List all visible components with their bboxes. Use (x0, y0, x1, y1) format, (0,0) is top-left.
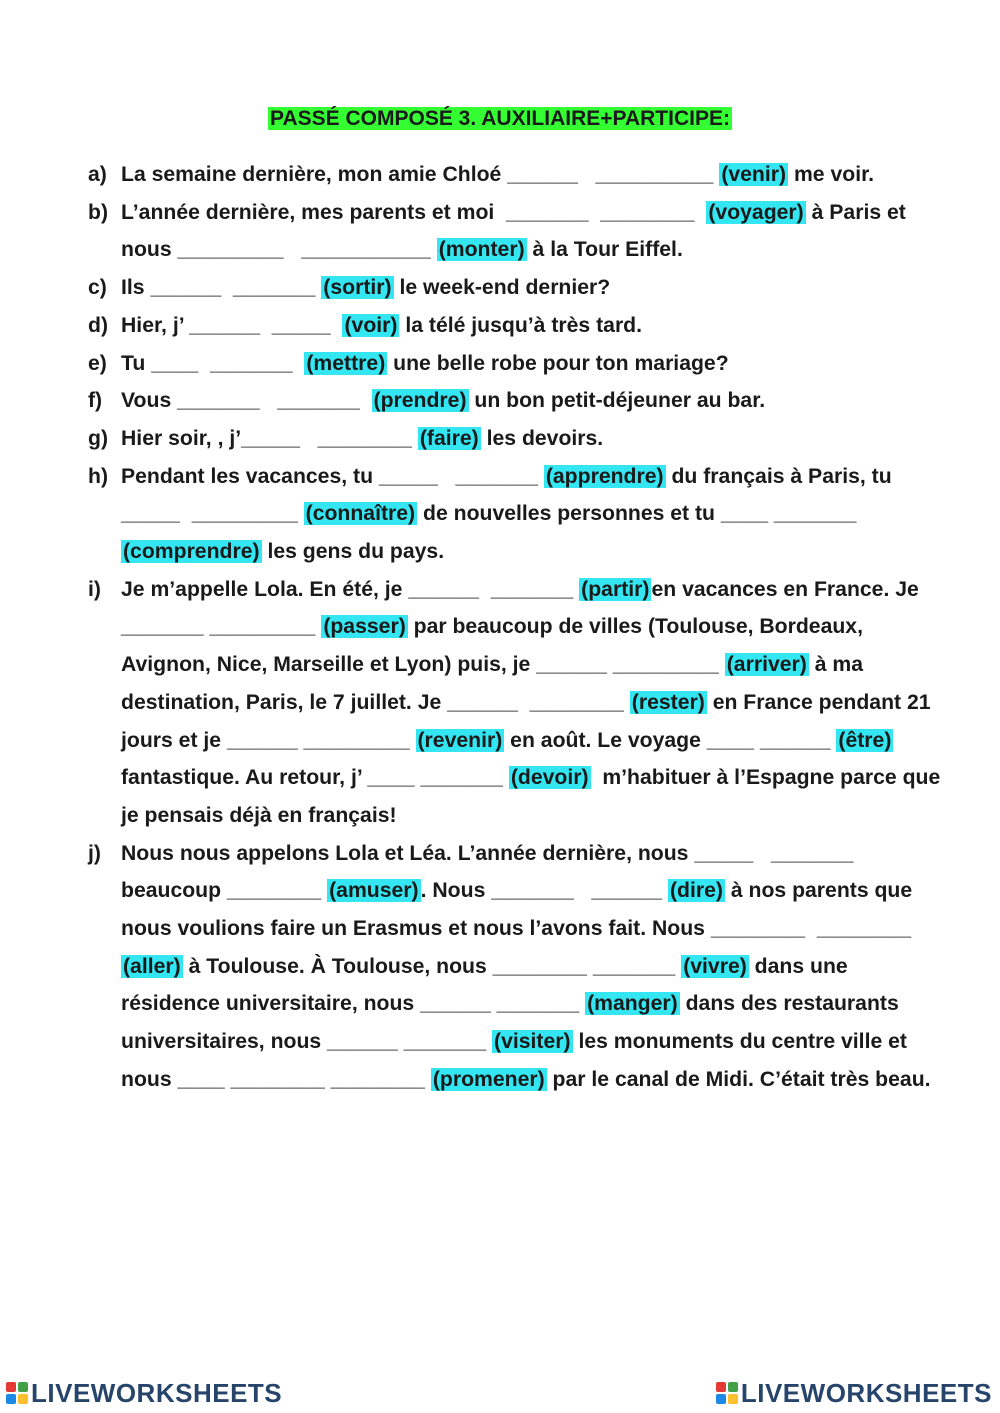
sentence-text: Nous nous appelons Lola et Léa. L’année dernière, nous _____ _______ beaucoup ________ (121, 841, 860, 903)
exercise-label: f) (88, 389, 103, 413)
sentence-text: du français à Paris, tu _____ _________ (121, 464, 898, 526)
exercise-label: a) (88, 163, 107, 186)
sentence-text: à Toulouse. À Toulouse, nous ________ _______ (182, 954, 682, 978)
sentence-text: dans une résidence universitaire, nous ______ _______ (121, 954, 854, 1016)
exercise-label: i) (88, 577, 101, 601)
exercise-text (121, 307, 948, 345)
exercise-item (88, 835, 948, 1099)
verb-hint: (revenir) (417, 728, 503, 752)
sentence-text: en août. Le voyage ____ ______ (504, 728, 837, 752)
sentence-text: Vous _______ _______ (121, 389, 372, 413)
verb-hint: (venir) (721, 163, 787, 186)
verb-hint: (faire) (419, 426, 479, 450)
verb-hint: (être) (838, 728, 892, 752)
exercise-label: c) (88, 276, 107, 300)
exercise-text (121, 194, 948, 269)
verb-hint: (voir) (344, 313, 398, 337)
verb-hint: (manger) (587, 992, 678, 1016)
verb-hint: (passer) (323, 615, 406, 639)
sentence-text: par le canal de Midi. C’était très beau. (546, 1067, 931, 1091)
verb-hint: (rester) (631, 690, 705, 714)
exercise-item (88, 156, 948, 194)
verb-hint: (prendre) (373, 389, 467, 413)
sentence-text: la télé jusqu’à très tard. (399, 313, 643, 337)
sentence-text: m’habituer à l’Espagne parce que je pensais déjà en français! (121, 766, 947, 827)
sentence-text: en France pendant 21 jours et je ______ _________ (121, 690, 937, 752)
sentence-text: me voir. (788, 163, 875, 186)
exercise-item (88, 382, 948, 420)
sentence-text: les devoirs. (480, 426, 604, 450)
sentence-text: à la Tour Eiffel. (526, 238, 683, 262)
sentence-text: Je m’appelle Lola. En été, je ______ _______ (121, 577, 580, 601)
exercise-text (121, 420, 948, 458)
exercise-label: e) (88, 351, 107, 375)
verb-hint: (sortir) (323, 276, 392, 300)
exercise-list (88, 156, 948, 1099)
verb-hint: (apprendre) (545, 464, 664, 488)
exercise-item (88, 571, 948, 835)
liveworksheets-mark-icon (6, 1382, 28, 1404)
verb-hint: (vivre) (683, 954, 747, 978)
sentence-text: à Paris et nous _________ ___________ (121, 200, 912, 262)
exercise-text (121, 269, 948, 307)
exercise-label: h) (88, 464, 108, 488)
worksheet-title-text: PASSÉ COMPOSÉ 3. AUXILIAIRE+PARTICIPE: (270, 107, 730, 130)
verb-hint: (devoir) (510, 766, 589, 790)
sentence-text: Pendant les vacances, tu _____ _______ (121, 464, 544, 488)
exercise-text (121, 458, 948, 571)
exercise-text (121, 156, 948, 194)
sentence-text: à ma destination, Paris, le 7 juillet. Je ______ ________ (121, 653, 869, 714)
exercise-label: j) (88, 841, 101, 865)
sentence-text: un bon petit-déjeuner au bar. (468, 389, 766, 413)
verb-hint: (comprendre) (123, 540, 260, 564)
sentence-text: de nouvelles personnes et tu ____ _______ (417, 502, 863, 526)
verb-hint: (monter) (438, 238, 525, 262)
verb-hint: (mettre) (306, 351, 386, 375)
sentence-text: une belle robe pour ton mariage? (387, 351, 729, 375)
sentence-text: en vacances en France. Je _______ _________ (121, 577, 925, 639)
exercise-label: g) (88, 426, 108, 450)
sentence-text: dans des restaurants universitaires, nous ______ _______ (121, 992, 905, 1054)
sentence-text: L’année dernière, mes parents et moi _______ ________ (121, 200, 707, 224)
exercise-text (121, 345, 948, 383)
exercise-item (88, 307, 948, 345)
sentence-text: Hier, j’ ______ _____ (121, 313, 343, 337)
exercise-item (88, 194, 948, 269)
worksheet-title (0, 104, 1000, 134)
verb-hint: (arriver) (726, 653, 807, 677)
logo-text-left: LIVEWORKSHEETS (31, 1377, 283, 1408)
verb-hint: (aller) (123, 954, 181, 978)
verb-hint: (amuser) (329, 879, 419, 903)
verb-hint: (voyager) (708, 200, 804, 224)
sentence-text: Tu ____ _______ (121, 351, 305, 375)
sentence-text: Hier soir, , j’_____ ________ (121, 426, 418, 450)
sentence-text: fantastique. Au retour, j’ ____ _______ (121, 728, 900, 790)
sentence-text: . Nous _______ ______ (420, 879, 668, 903)
sentence-text: les monuments du centre ville et nous ____ ________ ________ (121, 1030, 913, 1091)
verb-hint: (visiter) (494, 1030, 571, 1054)
exercise-item (88, 345, 948, 383)
exercise-text (121, 571, 948, 835)
liveworksheets-mark-icon (716, 1382, 738, 1404)
exercise-label: d) (88, 313, 108, 337)
verb-hint: (promener) (432, 1067, 545, 1091)
verb-hint: (dire) (669, 879, 723, 903)
sentence-text: La semaine dernière, mon amie Chloé ______ __________ (121, 163, 720, 186)
sentence-text: à nos parents que nous voulions faire un Erasmus et nous l’avons fait. Nous ________ ________ (121, 879, 919, 941)
verb-hint: (connaître) (305, 502, 416, 526)
exercise-item (88, 420, 948, 458)
exercise-item (88, 269, 948, 307)
exercise-text (121, 835, 948, 1099)
exercise-label: b) (88, 200, 108, 224)
liveworksheets-logo-right (716, 1379, 992, 1407)
sentence-text: le week-end dernier? (393, 276, 611, 300)
sentence-text: Ils ______ _______ (121, 276, 322, 300)
exercise-item (88, 458, 948, 571)
liveworksheets-logo-left (6, 1379, 282, 1407)
exercise-text (121, 382, 948, 420)
logo-text-right: LIVEWORKSHEETS (740, 1377, 992, 1408)
sentence-text: par beaucoup de villes (Toulouse, Bordeaux, Avignon, Nice, Marseille et Lyon) puis, je ______ _________ (121, 615, 869, 677)
verb-hint: (partir) (581, 577, 650, 601)
sentence-text: les gens du pays. (261, 540, 445, 564)
